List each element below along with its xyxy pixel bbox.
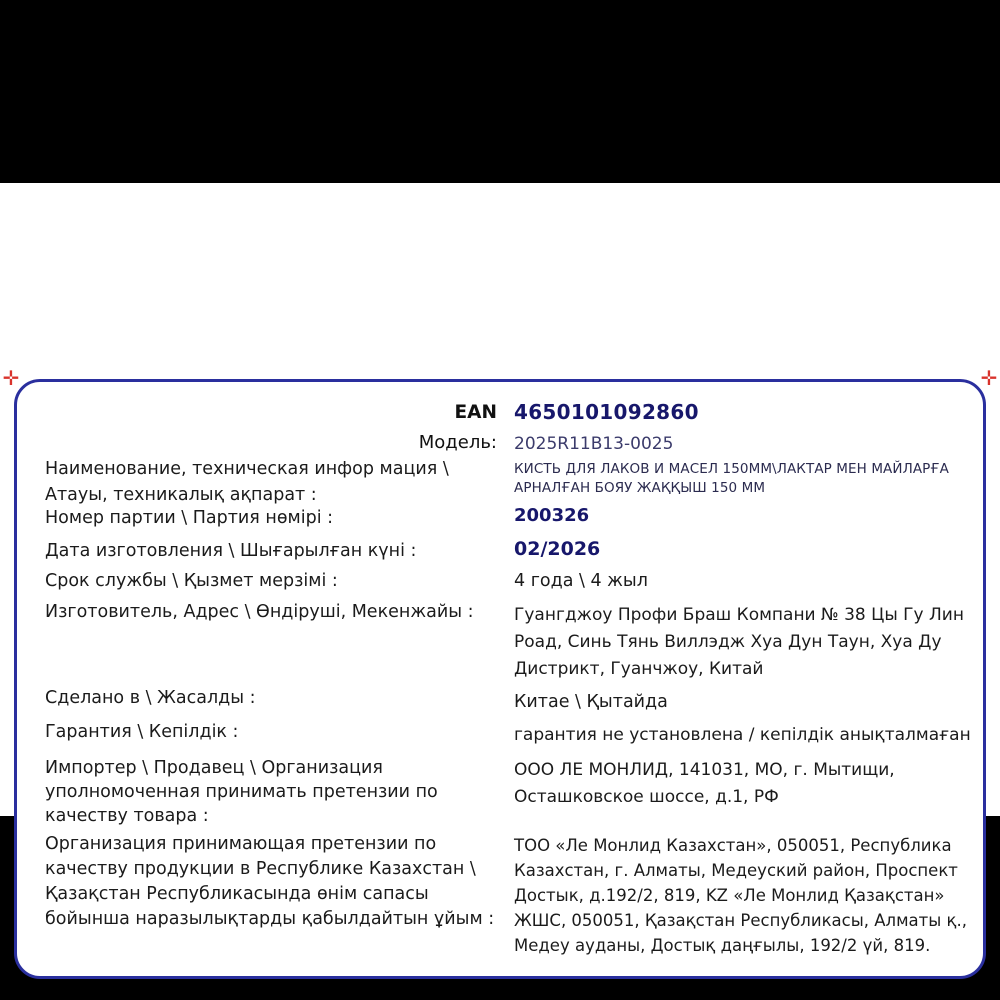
field-label-warranty: Гарантия \ Кепілдік : xyxy=(45,722,239,742)
label-sheet xyxy=(0,183,1000,955)
field-value-service-life: 4 года \ 4 жыл xyxy=(514,571,648,591)
field-label-importer: Импортер \ Продавец \ Организация уполномоченная принимать претензии по качеству товара : xyxy=(45,758,438,826)
field-value-importer: ООО ЛЕ МОНЛИД, 141031, МО, г. Мытищи, Осташковское шоссе, д.1, РФ xyxy=(514,760,895,807)
field-label-batch: Номер партии \ Партия нөмірі : xyxy=(45,508,334,528)
field-value-claims-organization: ТОО «Ле Монлид Казахстан», 050051, Республика Казахстан, г. Алматы, Медеуский район, Проспект Достык, д.192/2, 819, KZ «Ле Монлид Қазақстан» ЖШС, 050051, Қазақстан Республикасы, Алматы қ., Медеу ауданы, Достық даңғылы, 192/2 үй, 819. xyxy=(514,836,967,955)
registration-mark-right-icon: ✛ xyxy=(980,366,998,390)
field-value-batch: 200326 xyxy=(514,505,590,526)
registration-mark-icon: ✛ xyxy=(2,366,20,390)
field-label-made-in: Сделано в \ Жасалды : xyxy=(45,688,256,708)
label-content xyxy=(17,382,986,979)
field-value-manufacture-date: 02/2026 xyxy=(514,538,601,560)
field-label-manufacturer: Изготовитель, Адрес \ Өндіруші, Мекенжайы : xyxy=(45,602,474,622)
field-value-made-in: Китае \ Қытайда xyxy=(514,692,668,712)
field-value-warranty: гарантия не установлена / кепілдік анықталмаған xyxy=(514,725,971,745)
field-label-claims-organization: Организация принимающая претензии по качеству продукции в Республике Казахстан \ Қазақстан Республикасында өнім сапасы бойынша наразылықтарды қабылдайтын ұйым : xyxy=(45,834,495,929)
ean-label: EAN xyxy=(454,402,497,423)
model-value: 2025R11B13-0025 xyxy=(514,434,674,454)
product-description: КИСТЬ ДЛЯ ЛАКОВ И МАСЕЛ 150ММ\ЛАКТАР МЕН МАЙЛАРҒА АРНАЛҒАН БОЯУ ЖАҚҚЫШ 150 ММ xyxy=(514,461,949,496)
field-label-name: Наименование, техническая инфор мация \ Атауы, техникалық ақпарат : xyxy=(45,459,449,505)
label-card xyxy=(14,379,986,979)
model-label: Модель: xyxy=(418,432,497,453)
ean-value: 4650101092860 xyxy=(514,400,699,424)
field-label-manufacture-date: Дата изготовления \ Шығарылған күні : xyxy=(45,541,417,561)
field-value-manufacturer: Гуангджоу Профи Браш Компани № 38 Цы Гу Лин Роад, Синь Тянь Виллэдж Хуа Дун Таун, Хуа Ду Дистрикт, Гуанчжоу, Китай xyxy=(514,605,964,679)
field-label-service-life: Срок службы \ Қызмет мерзімі : xyxy=(45,571,338,591)
